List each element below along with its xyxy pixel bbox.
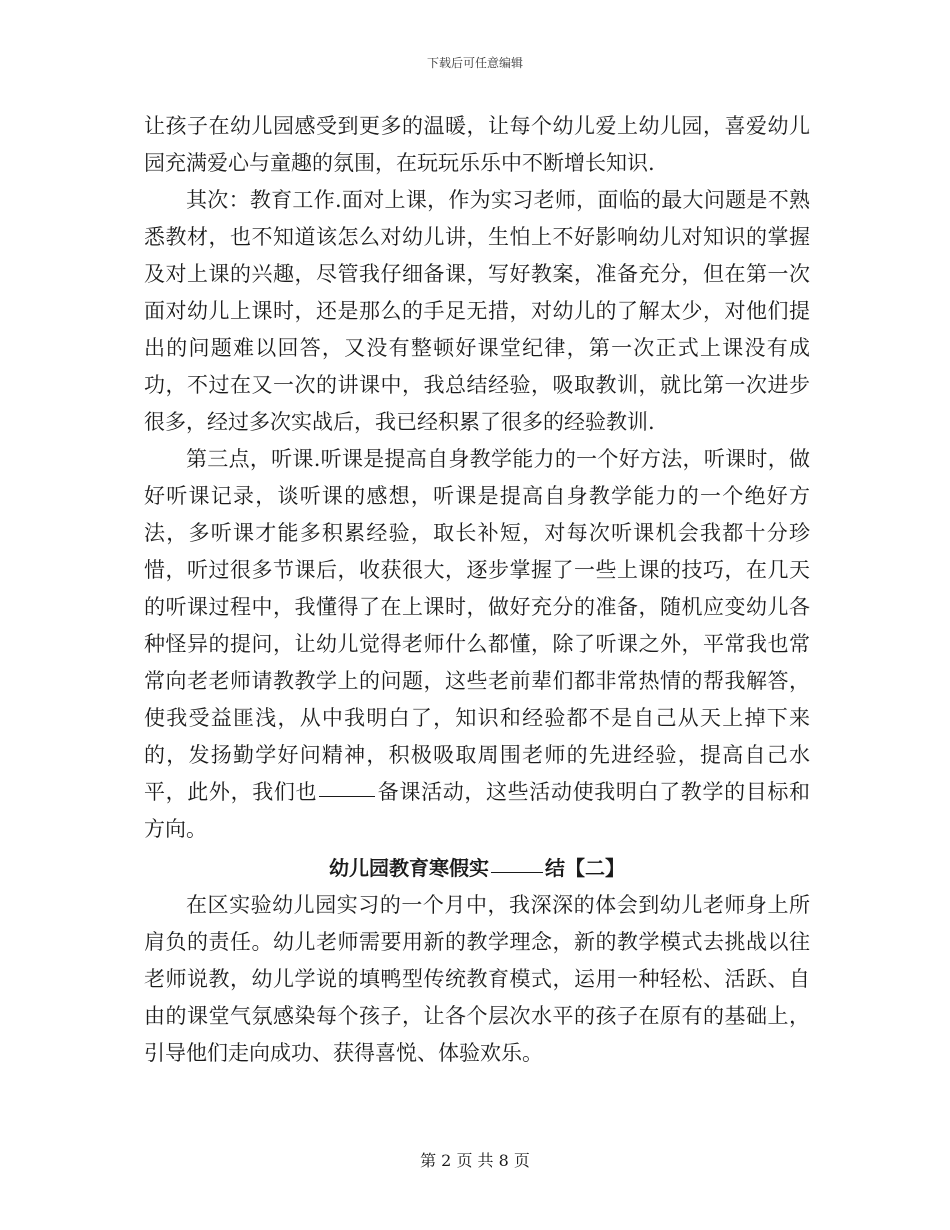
section-heading	[144, 850, 810, 887]
paragraph-section-two: 在区实验幼儿园实习的一个月中，我深深的体会到幼儿老师身上所肩负的责任。幼儿老师需要用新的教学理念，新的教学模式去挑战以往老师说教，幼儿学说的填鸭型传统教育模式，运用一种轻松、活跃、自由的课堂气氛感染每个孩子，让各个层次水平的孩子在原有的基础上，引导他们走向成功、获得喜悦、体验欢乐。	[144, 893, 810, 1065]
document-body	[144, 108, 810, 1072]
paragraph-third-point-text-b: 备课活动，这些活动使我明白了教学的目标和方向。	[144, 780, 811, 841]
paragraph-second-point: 其次：教育工作.面对上课，作为实习老师，面临的最大问题是不熟悉教材，也不知道该怎么对幼儿讲，生怕上不好影响幼儿对知识的掌握及对上课的兴趣，尽管我仔细备课，写好教案，准备充分，但在第一次面对幼儿上课时，还是那么的手足无措，对幼儿的了解太少，对他们提出的问题难以回答，又没有整顿好课堂纪律，第一次正式上课没有成功，不过在又一次的讲课中，我总结经验，吸取教训，就比第一次进步很多，经过多次实战后，我已经积累了很多的经验教训.	[144, 188, 810, 434]
section-heading-text-a: 幼儿园教育寒假实	[329, 856, 489, 880]
paragraph-continuation: 让孩子在幼儿园感受到更多的温暖，让每个幼儿爱上幼儿园，喜爱幼儿园充满爱心与童趣的氛围，在玩玩乐乐中不断增长知识.	[144, 114, 810, 175]
paragraph-third-point	[144, 441, 810, 848]
paragraph-third-point-text-a: 第三点，听课.听课是提高自身教学能力的一个好方法，听课时，做好听课记录，谈听课的感想，听课是提高自身教学能力的一个绝好方法，多听课才能多积累经验，取长补短，对每次听课机会我都十分珍惜，听过很多节课后，收获很大，逐步掌握了一些上课的技巧，在几天的听课过程中，我懂得了在上课时，做好充分的准备，随机应变幼儿各种怪异的提问，让幼儿觉得老师什么都懂，除了听课之外，平常我也常常向老老师请教教学上的问题，这些老前辈们都非常热情的帮我解答，使我受益匪浅，从中我明白了，知识和经验都不是自己从天上掉下来的，发扬勤学好问精神，积极吸取周围老师的先进经验，提高自己水平，此外，我们也	[144, 447, 810, 804]
heading-fill-in-blank	[491, 871, 543, 873]
fill-in-blank	[319, 795, 375, 797]
page-footer: 第 2 页 共 8 页	[420, 1151, 530, 1170]
section-heading-text-b: 结【二】	[545, 856, 625, 880]
page-header: 下载后可任意编辑	[426, 56, 523, 70]
